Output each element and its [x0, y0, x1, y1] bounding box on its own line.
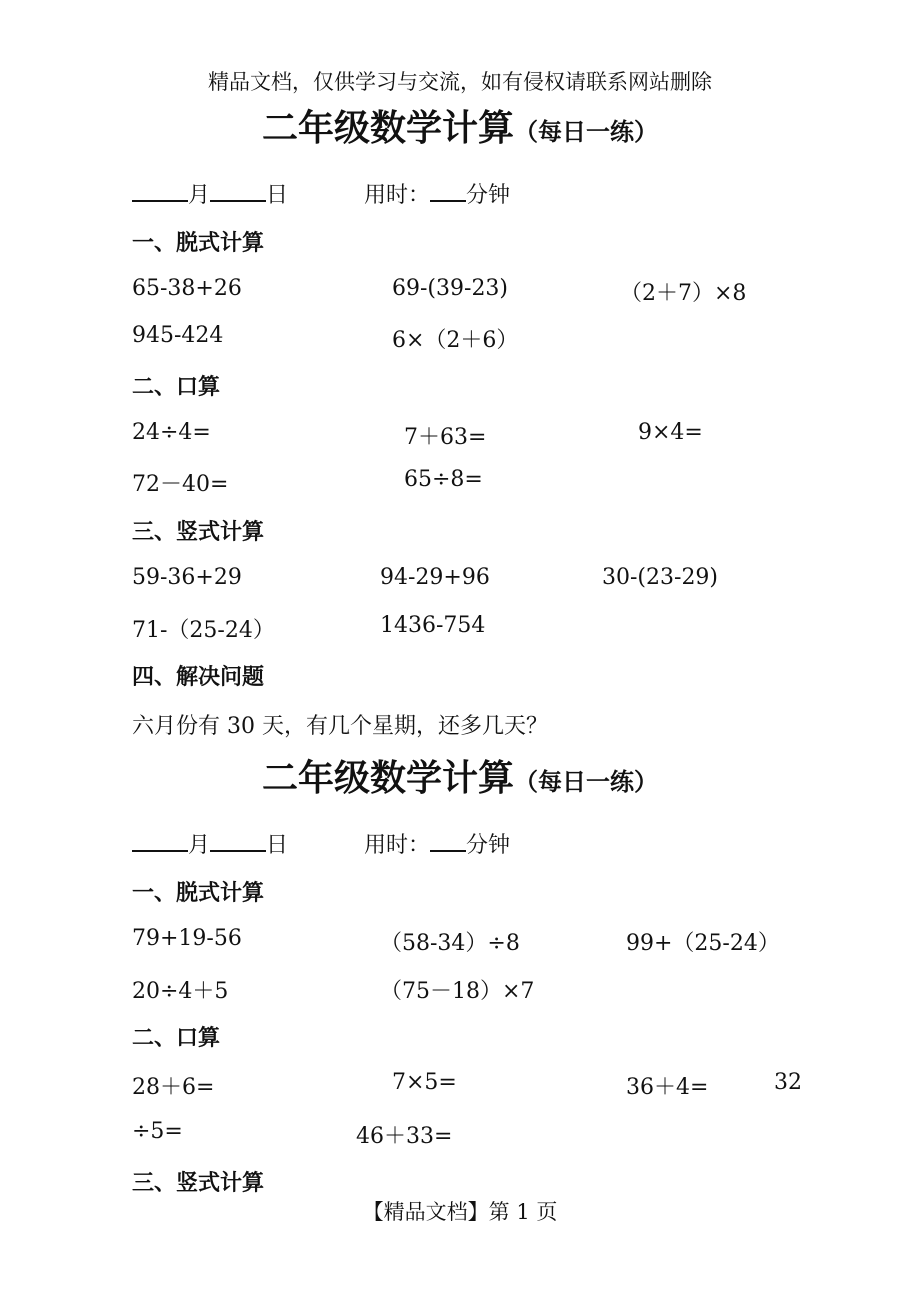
problem-item: 945-424 [132, 323, 224, 348]
problem-item: 72－40= [132, 472, 229, 497]
problem-item: 94-29+96 [380, 565, 490, 590]
problem-item: 46＋33= [356, 1124, 453, 1149]
title-sub: （每日一练） [514, 117, 658, 146]
header-note: 精品文档，仅供学习与交流，如有侵权请联系网站删除 [208, 70, 712, 94]
problem-item: 7×5= [392, 1070, 457, 1095]
date-line-2 [132, 828, 288, 859]
month-blank [132, 849, 188, 852]
problem-item: 65-38+26 [132, 276, 242, 301]
day-label: 日 [266, 833, 289, 858]
worksheet-title-1 [0, 100, 920, 151]
day-blank [210, 199, 266, 202]
problem-item: 69-(39-23) [392, 276, 509, 301]
page-footer: 【精品文档】第 1 页 [362, 1200, 558, 1224]
problem-item: 1436-754 [380, 613, 486, 638]
problem-item: （75－18）×7 [380, 979, 535, 1004]
problem-item: （2＋7）×8 [620, 281, 747, 306]
day-blank [210, 849, 266, 852]
problem-item: 6×（2＋6） [392, 328, 519, 353]
title-sub: （每日一练） [514, 767, 658, 796]
time-label: 用时： [364, 183, 431, 208]
time-blank [430, 849, 466, 852]
problem-item: 30-(23-29) [602, 565, 719, 590]
problem-item: 7＋63= [404, 425, 487, 450]
problem-item: 36＋4= [626, 1075, 709, 1100]
minutes-label: 分钟 [466, 183, 511, 208]
problem-item: 79+19-56 [132, 926, 242, 951]
minutes-label: 分钟 [466, 833, 511, 858]
section-heading: 二、口算 [132, 1025, 221, 1051]
date-line-1 [132, 178, 288, 209]
problem-item: 71-（25-24） [132, 618, 275, 643]
problem-item: 24÷4= [132, 420, 211, 445]
time-label: 用时： [364, 833, 431, 858]
section-heading: 二、口算 [132, 374, 221, 400]
worksheet-title-2 [0, 750, 920, 801]
problem-item: 32 [774, 1070, 802, 1095]
problem-item: （58-34）÷8 [380, 931, 520, 956]
problem-item: 28＋6= [132, 1075, 215, 1100]
time-line-2 [364, 828, 510, 859]
word-problem: 六月份有 30 天，有几个星期，还多几天？ [132, 714, 548, 739]
problem-item: 9×4= [638, 420, 703, 445]
month-label: 月 [188, 183, 211, 208]
time-blank [430, 199, 466, 202]
month-blank [132, 199, 188, 202]
section-heading: 一、脱式计算 [132, 230, 265, 256]
day-label: 日 [266, 183, 289, 208]
problem-item: ÷5= [132, 1119, 183, 1144]
problem-item: 20÷4＋5 [132, 979, 229, 1004]
problem-item: 59-36+29 [132, 565, 242, 590]
problem-item: 65÷8= [404, 467, 483, 492]
time-line-1 [364, 178, 510, 209]
problem-item: 99+（25-24） [626, 931, 780, 956]
section-heading: 四、解决问题 [132, 664, 265, 690]
title-main: 二年级数学计算 [261, 757, 514, 799]
section-heading: 一、脱式计算 [132, 880, 265, 906]
section-heading: 三、竖式计算 [132, 1170, 265, 1196]
month-label: 月 [188, 833, 211, 858]
section-heading: 三、竖式计算 [132, 519, 265, 545]
title-main: 二年级数学计算 [261, 107, 514, 149]
